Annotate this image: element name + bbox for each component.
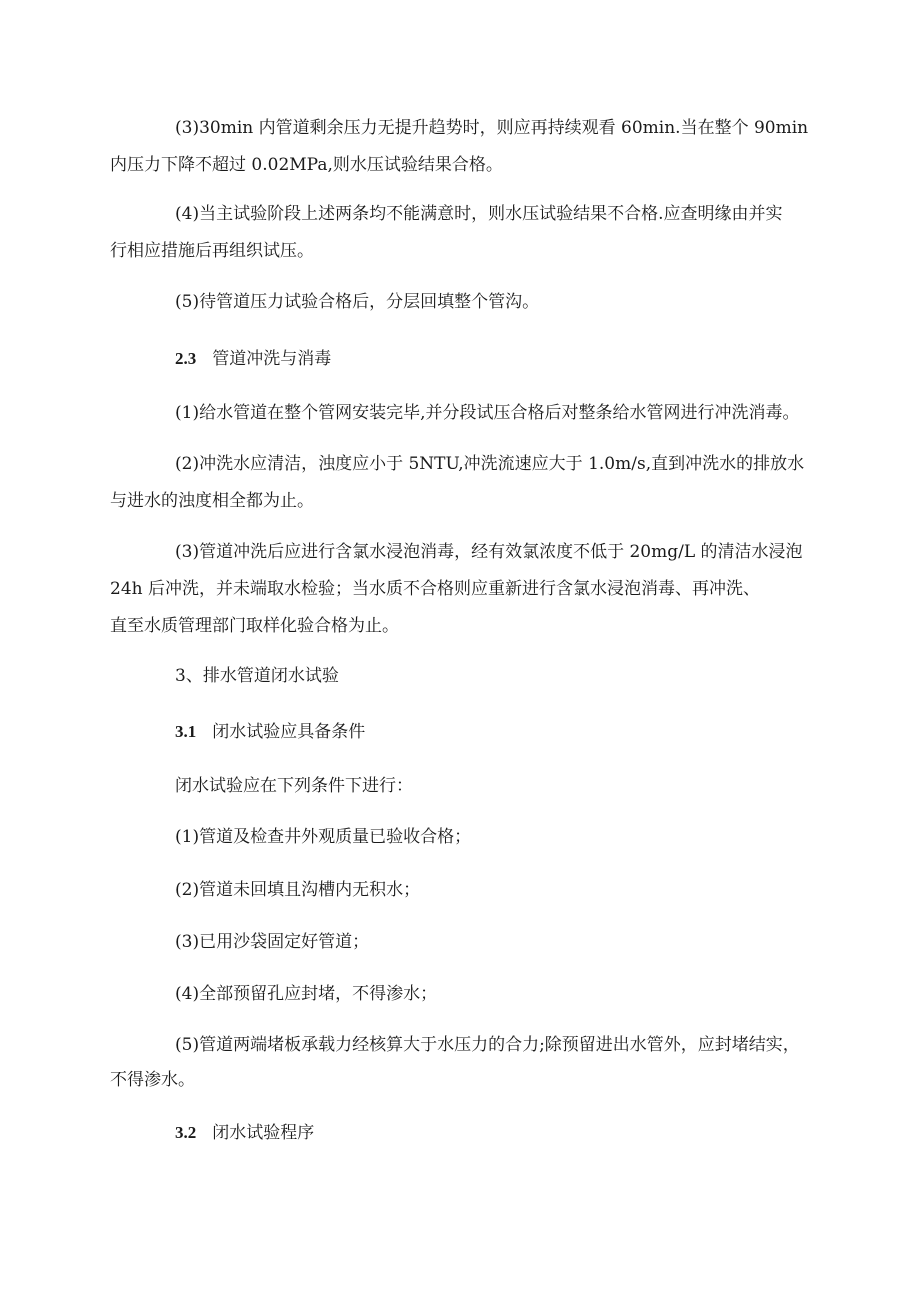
section-number: 3.1	[175, 722, 197, 741]
paragraph-pressure-3	[175, 110, 855, 147]
section-title: 3、排水管道闭水试验	[175, 666, 339, 686]
section-title: 管道冲洗与消毒	[212, 349, 332, 369]
text-line: 24h 后冲洗，并未端取水检验；当水质不合格则应重新进行含氯水浸泡消毒、再冲洗、	[110, 579, 760, 599]
text-line: (2)管道未回填且沟槽内无积水；	[175, 880, 421, 900]
section-title: 闭水试验应具备条件	[212, 722, 366, 742]
heading-2-3	[175, 340, 855, 377]
text-line: 内压力下降不超过 0.02MPa,则水压试验结果合格。	[110, 155, 503, 175]
text-line: 不得渗水。	[110, 1070, 195, 1090]
text-line: (4)当主试验阶段上述两条均不能满意时，则水压试验结果不合格.应查明缘由并实	[175, 204, 783, 224]
section-title: 闭水试验程序	[212, 1123, 315, 1143]
text-line: 直至水质管理部门取样化验合格为止。	[110, 616, 399, 636]
paragraph-flush-3	[175, 534, 855, 571]
paragraph-flush-3-cont	[110, 571, 790, 645]
text-line: (5)待管道压力试验合格后，分层回填整个管沟。	[175, 292, 540, 312]
section-number: 2.3	[175, 349, 197, 368]
text-line: 行相应措施后再组织试压。	[110, 241, 314, 261]
text-line: (5)管道两端堵板承载力经核算大于水压力的合力;除预留进出水管外，应封堵结实，	[175, 1035, 800, 1055]
paragraph-flush-2	[175, 446, 855, 483]
list-item-condition-5-cont	[110, 1062, 790, 1099]
paragraph-pressure-5	[175, 284, 855, 321]
list-item-condition-5	[175, 1027, 855, 1064]
text-line: (2)冲洗水应清洁，浊度应小于 5NTU,冲洗流速应大于 1.0m/s,直到冲洗水的排放水	[175, 454, 805, 474]
heading-3-2	[175, 1114, 855, 1151]
section-number: 3.2	[175, 1123, 197, 1142]
text-line: 闭水试验应在下列条件下进行：	[175, 776, 413, 796]
paragraph-pressure-4	[175, 196, 855, 233]
list-item-condition-3	[175, 924, 855, 961]
text-line: (3)管道冲洗后应进行含氯水浸泡消毒，经有效氯浓度不低于 20mg/L 的清洁水浸泡	[175, 542, 803, 562]
list-item-condition-4	[175, 976, 855, 1013]
text-line: (3)30min 内管道剩余压力无提升趋势时，则应再持续观看 60min.当在整个 90min	[175, 118, 809, 138]
paragraph-pressure-3-cont	[110, 147, 790, 184]
paragraph-flush-2-cont	[110, 483, 790, 520]
paragraph-flush-1	[175, 395, 855, 432]
text-line: 与进水的浊度相全都为止。	[110, 491, 314, 511]
list-item-condition-2	[175, 872, 855, 909]
paragraph-conditions-intro	[175, 768, 855, 805]
list-item-condition-1	[175, 819, 855, 856]
text-line: (1)管道及检查井外观质量已验收合格；	[175, 827, 472, 847]
text-line: (1)给水管道在整个管网安装完毕,并分段试压合格后对整条给水管网进行冲洗消毒。	[175, 403, 800, 423]
text-line: (3)已用沙袋固定好管道；	[175, 932, 370, 952]
heading-3-1	[175, 713, 855, 750]
paragraph-pressure-4-cont	[110, 233, 790, 270]
text-line: (4)全部预留孔应封堵，不得渗水；	[175, 984, 438, 1004]
heading-3	[175, 658, 855, 695]
